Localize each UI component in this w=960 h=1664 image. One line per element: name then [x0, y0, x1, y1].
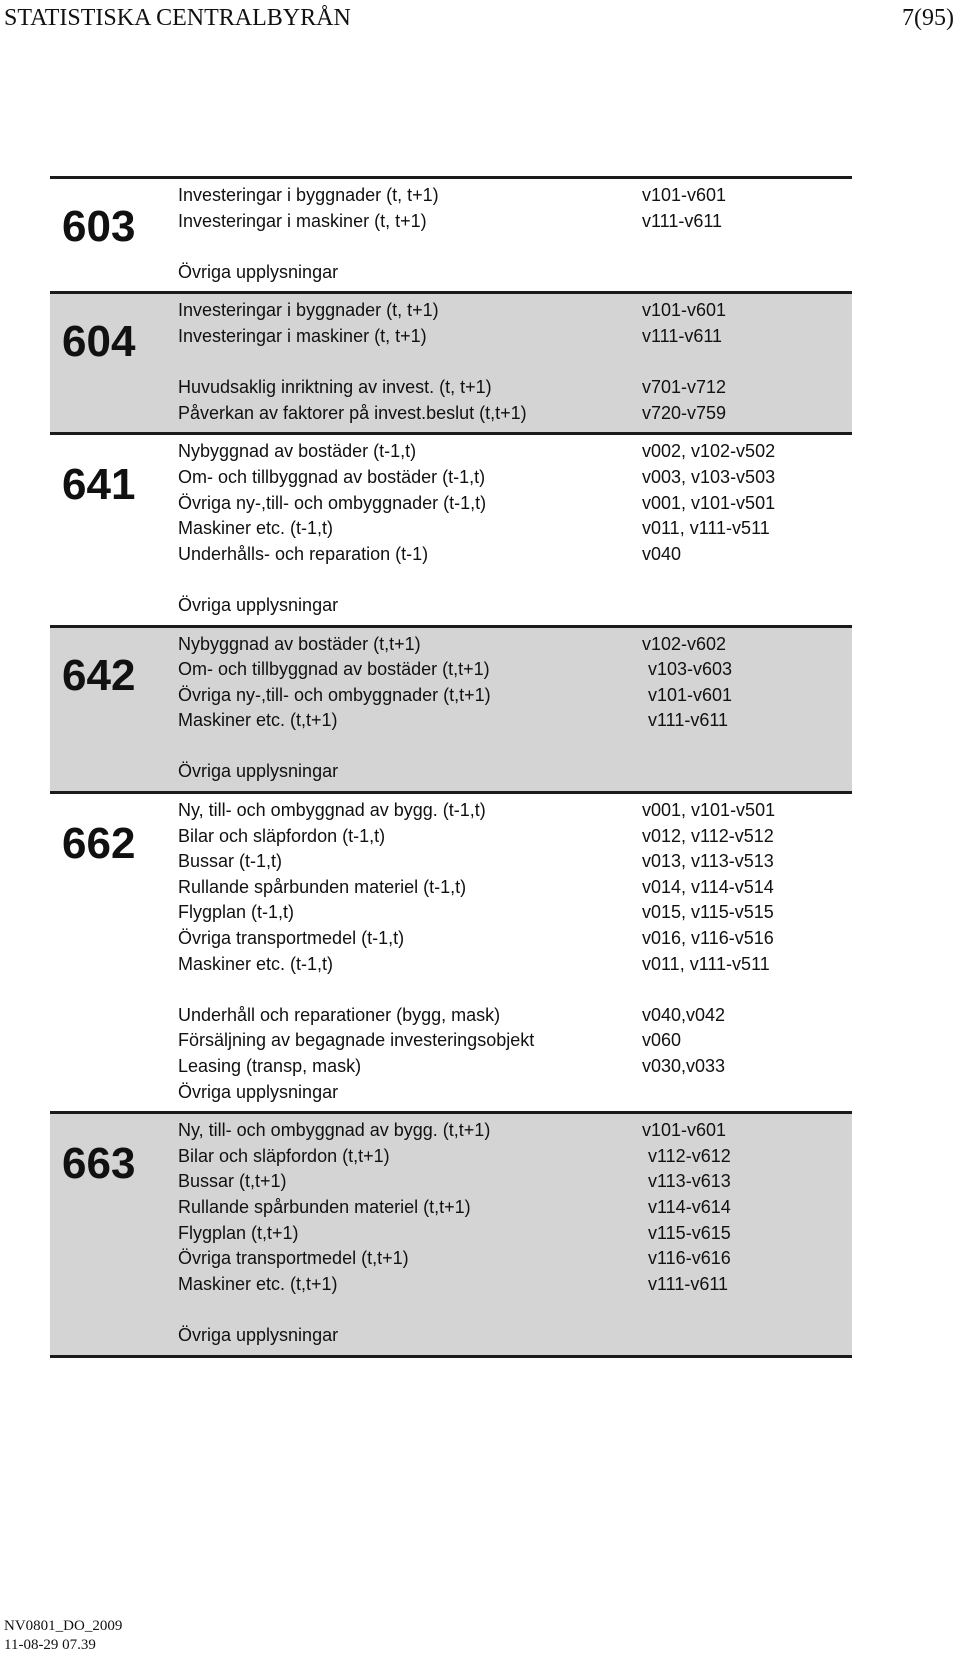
row-label: Övriga ny-,till- och ombyggnader (t,t+1) [178, 684, 491, 705]
row-label: Nybyggnad av bostäder (t-1,t) [178, 441, 417, 462]
row-label: Försäljning av begagnade investeringsobjekt [178, 1030, 535, 1051]
row-variables: v002, v102-v502 [642, 441, 776, 462]
section-code: 642 [62, 650, 136, 700]
table-row [50, 683, 852, 709]
row-label: Om- och tillbyggnad av bostäder (t-1,t) [178, 466, 486, 487]
table-row [50, 593, 852, 619]
table-row [50, 759, 852, 785]
table-row [50, 1080, 852, 1106]
table-row [50, 439, 852, 465]
row-label: Övriga upplysningar [178, 594, 339, 615]
row-label: Maskiner etc. (t,t+1) [178, 710, 338, 731]
document-id: NV0801_DO_2009 [4, 1618, 123, 1634]
table-row [50, 567, 852, 593]
table-row [50, 1323, 852, 1349]
row-variables: v030,v033 [642, 1056, 726, 1076]
table-row [50, 708, 852, 734]
table-row [50, 324, 852, 350]
section-663 [50, 1111, 852, 1357]
table-row [50, 798, 852, 824]
page-number: 7(95) [902, 5, 954, 31]
row-variables: v112-v612 [648, 1145, 731, 1166]
row-label: Underhåll och reparationer (bygg, mask) [178, 1004, 501, 1025]
table-row [50, 1118, 852, 1144]
table-row [50, 542, 852, 568]
row-variables: v101-v601 [648, 684, 733, 705]
row-label: Rullande spårbunden materiel (t,t+1) [178, 1196, 471, 1217]
row-variables: v103-v603 [648, 659, 733, 680]
organization-name: STATISTISKA CENTRALBYRÅN [4, 5, 351, 31]
row-variables: v114-v614 [648, 1196, 731, 1217]
row-label: Investeringar i maskiner (t, t+1) [178, 325, 427, 346]
row-label: Flygplan (t,t+1) [178, 1222, 299, 1243]
row-variables: v016, v116-v516 [642, 928, 774, 949]
row-variables: v001, v101-v501 [642, 492, 776, 513]
table-row [50, 952, 852, 978]
row-variables: v012, v112-v512 [642, 825, 774, 846]
section-code: 641 [62, 460, 136, 510]
table-row [50, 183, 852, 209]
table-row [50, 234, 852, 260]
row-variables: v113-v613 [648, 1171, 731, 1192]
table-row [50, 734, 852, 760]
row-label: Övriga upplysningar [178, 761, 339, 782]
section-641 [50, 432, 852, 624]
table-row [50, 401, 852, 427]
row-label: Nybyggnad av bostäder (t,t+1) [178, 633, 421, 654]
table-row [50, 516, 852, 542]
row-label: Bussar (t,t+1) [178, 1171, 287, 1192]
row-label: Övriga upplysningar [178, 1324, 339, 1345]
row-variables: v060 [642, 1030, 682, 1051]
row-variables: v013, v113-v513 [642, 851, 774, 872]
table-row [50, 350, 852, 376]
row-label: Investeringar i byggnader (t, t+1) [178, 185, 439, 205]
row-label: Bussar (t-1,t) [178, 851, 283, 872]
section-code: 603 [62, 202, 136, 251]
table-row [50, 1195, 852, 1221]
row-variables: v720-v759 [642, 402, 727, 423]
row-variables: v101-v601 [642, 1120, 727, 1141]
row-variables: v101-v601 [642, 185, 727, 205]
table-row [50, 875, 852, 901]
row-label: Ny, till- och ombyggnad av bygg. (t,t+1) [178, 1120, 491, 1141]
row-variables: v011, v111-v511 [642, 518, 770, 539]
row-variables: v003, v103-v503 [642, 466, 776, 487]
table-row [50, 465, 852, 491]
section-642 [50, 625, 852, 792]
table-row [50, 657, 852, 683]
row-label: Övriga transportmedel (t,t+1) [178, 1248, 409, 1269]
row-variables: v040,v042 [642, 1004, 726, 1025]
row-label: Rullande spårbunden materiel (t-1,t) [178, 876, 467, 897]
row-variables: v102-v602 [642, 633, 727, 654]
row-label: Ny, till- och ombyggnad av bygg. (t-1,t) [178, 800, 486, 821]
section-604 [50, 291, 852, 432]
row-label: Flygplan (t-1,t) [178, 902, 295, 923]
row-variables: v014, v114-v514 [642, 876, 774, 897]
row-variables: v001, v101-v501 [642, 800, 776, 821]
table-row [50, 977, 852, 1003]
row-label: Underhålls- och reparation (t-1) [178, 543, 429, 564]
section-662 [50, 791, 852, 1111]
section-code: 662 [62, 819, 136, 869]
row-label: Investeringar i byggnader (t, t+1) [178, 300, 439, 321]
page-footer [4, 1617, 122, 1655]
row-label: Övriga transportmedel (t-1,t) [178, 928, 405, 949]
table-row [50, 1144, 852, 1170]
variable-table [50, 176, 852, 1358]
row-label: Leasing (transp, mask) [178, 1056, 362, 1076]
table-row [50, 375, 852, 401]
print-timestamp: 11-08-29 07.39 [4, 1637, 96, 1653]
section-603 [50, 176, 852, 291]
row-variables: v701-v712 [642, 377, 727, 398]
section-code: 663 [62, 1139, 136, 1189]
table-row [50, 491, 852, 517]
table-row [50, 849, 852, 875]
table-row [50, 1272, 852, 1298]
row-variables: v011, v111-v511 [642, 953, 770, 974]
row-label: Övriga upplysningar [178, 1081, 339, 1102]
table-row [50, 1003, 852, 1029]
table-row [50, 298, 852, 324]
table-row [50, 260, 852, 286]
table-row [50, 632, 852, 658]
row-label: Övriga upplysningar [178, 261, 339, 282]
row-label: Påverkan av faktorer på invest.beslut (t,t+1) [178, 402, 527, 423]
table-row [50, 900, 852, 926]
table-row [50, 1221, 852, 1247]
page-header [0, 0, 960, 36]
row-variables: v111-v611 [648, 710, 729, 731]
section-code: 604 [62, 317, 136, 367]
row-variables: v040 [642, 543, 682, 564]
table-row [50, 1297, 852, 1323]
table-row [50, 1246, 852, 1272]
table-row [50, 824, 852, 850]
row-variables: v111-v611 [648, 1273, 729, 1294]
row-variables: v111-v611 [642, 210, 723, 231]
table-row [50, 1054, 852, 1080]
table-row [50, 209, 852, 235]
row-variables: v015, v115-v515 [642, 902, 774, 923]
row-label: Övriga ny-,till- och ombyggnader (t-1,t) [178, 492, 487, 513]
table-row [50, 926, 852, 952]
row-label: Om- och tillbyggnad av bostäder (t,t+1) [178, 659, 490, 680]
row-variables: v101-v601 [642, 300, 727, 321]
row-variables: v111-v611 [642, 325, 723, 346]
row-variables: v115-v615 [648, 1222, 731, 1243]
row-variables: v116-v616 [648, 1248, 731, 1269]
row-label: Investeringar i maskiner (t, t+1) [178, 210, 427, 231]
row-label: Maskiner etc. (t-1,t) [178, 518, 334, 539]
row-label: Maskiner etc. (t-1,t) [178, 953, 334, 974]
table-row [50, 1169, 852, 1195]
row-label: Maskiner etc. (t,t+1) [178, 1273, 338, 1294]
row-label: Bilar och släpfordon (t,t+1) [178, 1145, 390, 1166]
row-label: Bilar och släpfordon (t-1,t) [178, 825, 386, 846]
table-row [50, 1028, 852, 1054]
row-label: Huvudsaklig inriktning av invest. (t, t+1) [178, 377, 492, 398]
